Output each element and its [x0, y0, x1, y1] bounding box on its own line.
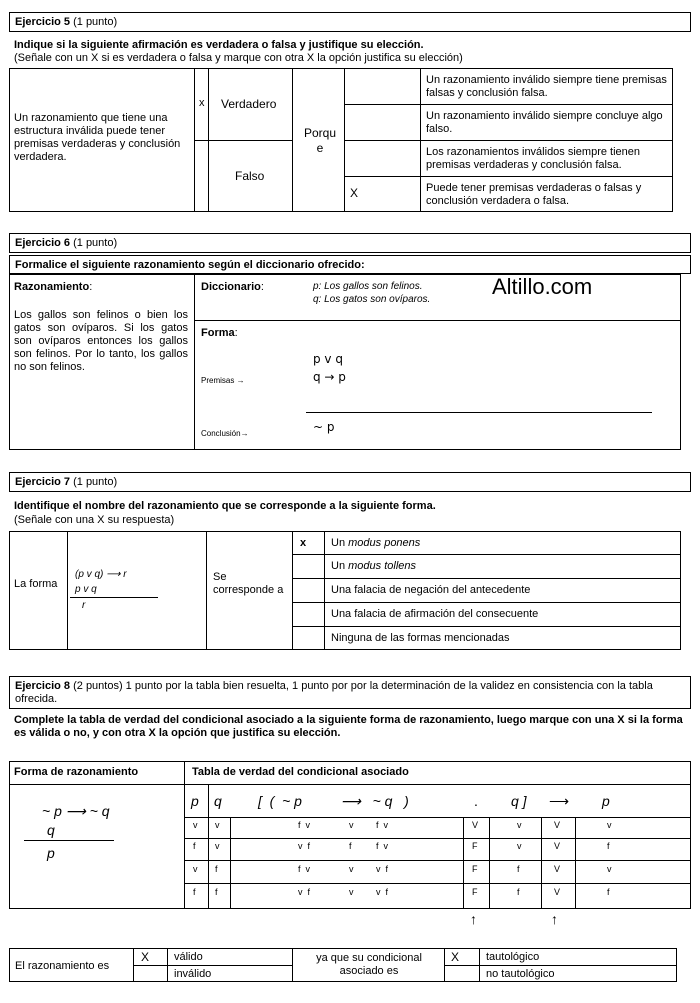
ej6-razonamiento-label: Razonamiento	[14, 281, 90, 293]
ej6-premisa-2: q → p	[313, 370, 346, 384]
truth-cell-q: f	[215, 887, 218, 897]
truth-cell-nq: f v	[376, 820, 389, 830]
truth-cell-np: f v	[298, 820, 311, 830]
ej5-label-false: Falso	[235, 169, 265, 183]
truth-cell-q2: f	[517, 864, 520, 874]
ej7-option-5: Ninguna de las formas mencionadas	[331, 632, 510, 644]
ej7-option-2	[331, 560, 416, 572]
ej8-head-p: p	[191, 793, 199, 809]
ej6-watermark: Altillo.com	[492, 274, 593, 299]
ej8-razonamiento-es: El razonamiento es	[15, 960, 110, 972]
ej7-option-3: Una falacia de negación del antecedente	[331, 584, 531, 596]
truth-cell-main: V	[554, 841, 561, 851]
ej8-form-line3: p	[47, 845, 55, 861]
ej6-conclusion-label: Conclusión→	[201, 429, 249, 438]
ej6-razonamiento-heading	[14, 281, 92, 293]
ej8-head-p2: p	[602, 793, 610, 809]
truth-cell-pc: v	[607, 820, 612, 830]
truth-cell-q: v	[215, 820, 220, 830]
ej8-head-dot: .	[474, 793, 478, 809]
truth-cell-dot: F	[472, 841, 478, 851]
ej8-tautologico: tautológico	[486, 951, 540, 963]
truth-cell-main: V	[554, 864, 561, 874]
truth-cell-dot: V	[472, 820, 479, 830]
ej8-form-line1: ~ p ⟶ ~ q	[42, 803, 110, 819]
ej7-form-line2: p v q	[75, 584, 97, 595]
ej7-option-2-pre: Un	[331, 560, 349, 572]
ej5-mark-true: x	[199, 97, 205, 109]
truth-cell-q: v	[215, 841, 220, 851]
ej5-header	[9, 12, 691, 32]
truth-cell-q2: v	[517, 820, 522, 830]
ej8-header-title: Ejercicio 8	[15, 680, 71, 692]
ej6-header-points: (1 punto)	[70, 237, 118, 249]
truth-cell-p: f	[193, 887, 196, 897]
truth-cell-np: f v	[298, 864, 311, 874]
truth-cell-q: f	[215, 864, 218, 874]
ej7-instruction: Identifique el nombre del razonamiento que se corresponde a la siguiente forma.	[14, 500, 436, 512]
ej8-form-bar	[24, 840, 114, 841]
ej6-diccionario-heading	[201, 281, 264, 293]
ej8-no-tautologico: no tautológico	[486, 968, 555, 980]
ej5-option-2: Un razonamiento inválido siempre concluye algo falso.	[426, 110, 663, 135]
truth-cell-dot: F	[472, 864, 478, 874]
truth-cell-np: v f	[298, 841, 311, 851]
truth-cell-arr: v	[349, 820, 354, 830]
truth-cell-arr: f	[349, 841, 352, 851]
truth-cell-arr: v	[349, 887, 354, 897]
ej6-dict-p: p: Los gallos son felinos.	[313, 281, 423, 292]
ej8-up-arrow-1: ↑	[470, 911, 477, 927]
ej5-instruction: Indique si la siguiente afirmación es verdadera o falsa y justifique su elección.	[14, 39, 424, 51]
ej8-valido: válido	[174, 951, 203, 963]
ej5-mark-option4: X	[350, 186, 359, 200]
truth-cell-nq: v f	[376, 887, 389, 897]
ej6-premisas-label: Premisas →	[201, 376, 245, 385]
ej8-mark-taut: X	[451, 950, 460, 964]
truth-cell-q2: f	[517, 887, 520, 897]
ej6-razonamiento-text: Los gallos son felinos o bien los gatos son ovíparos. Si los gatos son ovíparos entonces los gallos son felinos. Por lo tanto, los gallos no son felinos.	[14, 309, 188, 373]
ej6-header-title: Ejercicio 6	[15, 237, 71, 249]
ej7-form-line3: r	[82, 600, 86, 611]
ej5-option-1: Un razonamiento inválido siempre tiene premisas falsas y conclusión falsa.	[426, 74, 667, 99]
ej7-mark-1: x	[300, 537, 307, 549]
ej7-header	[9, 472, 691, 492]
ej8-header-points: (2 puntos) 1 punto por la tabla bien resuelta, 1 punto por por la determinación de la validez en consistencia con la tabla ofrecida.	[15, 680, 653, 705]
ej5-header-title: Ejercicio 5	[15, 16, 71, 28]
truth-cell-pc: f	[607, 887, 610, 897]
ej6-conclusion: ~ p	[313, 420, 335, 434]
truth-cell-arr: v	[349, 864, 354, 874]
ej6-dict-q: q: Los gatos son ovíparos.	[313, 294, 431, 305]
truth-cell-np: v f	[298, 887, 311, 897]
ej7-header-points: (1 punto)	[70, 476, 118, 488]
truth-cell-main: V	[554, 820, 561, 830]
ej5-label-true: Verdadero	[221, 97, 277, 111]
ej7-option-2-italic: modus tollens	[348, 560, 416, 572]
ej7-option-4: Una falacia de afirmación del consecuente	[331, 608, 539, 620]
ej8-col-forma: Forma de razonamiento	[14, 766, 139, 778]
ej6-razonamiento-colon: :	[89, 281, 93, 293]
truth-cell-nq: f v	[376, 841, 389, 851]
ej8-head-q: q	[214, 793, 222, 809]
ej6-forma-colon: :	[234, 327, 238, 339]
ej7-se-corresponde: Se corresponde a	[213, 571, 284, 596]
ej8-instruction: Complete la tabla de verdad del condicional asociado a la siguiente forma de razonamiento, luego marque con una X si la forma es válida o no, y con otra X la opción que justifica su elección.	[14, 714, 683, 739]
ej7-form-line1: (p v q) ⟶ r	[75, 569, 127, 580]
ej6-diccionario-label: Diccionario	[201, 281, 261, 293]
ej6-forma-label: Forma	[201, 327, 235, 339]
ej6-diccionario-colon: :	[260, 281, 264, 293]
truth-cell-main: V	[554, 887, 561, 897]
ej6-conclusion-line	[306, 412, 652, 413]
ej5-porque: Porqu e	[303, 126, 337, 155]
truth-cell-pc: v	[607, 864, 612, 874]
ej8-head-arrow: ⟶	[549, 793, 570, 809]
ej7-option-1-pre: Un	[331, 537, 349, 549]
ej6-premisa-1: p v q	[313, 352, 343, 366]
ej8-ya-que: ya que su condicional asociado es	[316, 952, 422, 977]
ej8-form-line2: q	[47, 822, 55, 838]
ej7-option-1	[331, 537, 420, 549]
ej7-instruction-note: (Señale con una X su respuesta)	[14, 514, 175, 526]
ej6-instruction: Formalice el siguiente razonamiento según el diccionario ofrecido:	[9, 255, 691, 274]
ej7-la-forma: La forma	[14, 578, 58, 590]
ej7-option-1-italic: modus ponens	[348, 537, 421, 549]
ej6-header	[9, 233, 691, 253]
truth-cell-p: f	[193, 841, 196, 851]
ej7-header-title: Ejercicio 7	[15, 476, 71, 488]
ej8-head-q2: q ]	[511, 793, 527, 809]
ej8-header	[9, 676, 691, 709]
truth-cell-pc: f	[607, 841, 610, 851]
ej8-invalido: inválido	[174, 968, 212, 980]
ej5-header-points: (1 punto)	[70, 16, 118, 28]
ej8-mark-valido: X	[141, 950, 150, 964]
ej5-statement: Un razonamiento que tiene una estructura inválida puede tener premisas verdaderas y conclusión verdadera.	[14, 112, 181, 163]
truth-cell-nq: v f	[376, 864, 389, 874]
ej8-col-tabla: Tabla de verdad del condicional asociado	[192, 766, 409, 778]
truth-cell-p: v	[193, 864, 198, 874]
ej8-up-arrow-2: ↑	[551, 911, 558, 927]
ej5-option-3: Los razonamientos inválidos siempre tienen premisas verdaderas y conclusión falsa.	[426, 146, 641, 171]
ej5-instruction-note: (Señale con un X si es verdadera o falsa y marque con otra X la opción justifica su elección)	[14, 52, 463, 64]
ej6-forma-heading	[201, 327, 238, 339]
truth-cell-dot: F	[472, 887, 478, 897]
truth-cell-q2: v	[517, 841, 522, 851]
ej8-head-expr: [ ( ~ p ⟶ ~ q )	[258, 793, 409, 809]
ej5-option-4: Puede tener premisas verdaderas o falsas y conclusión verdadera o falsa.	[426, 182, 642, 207]
ej7-form-bar	[70, 597, 158, 598]
truth-cell-p: v	[193, 820, 198, 830]
